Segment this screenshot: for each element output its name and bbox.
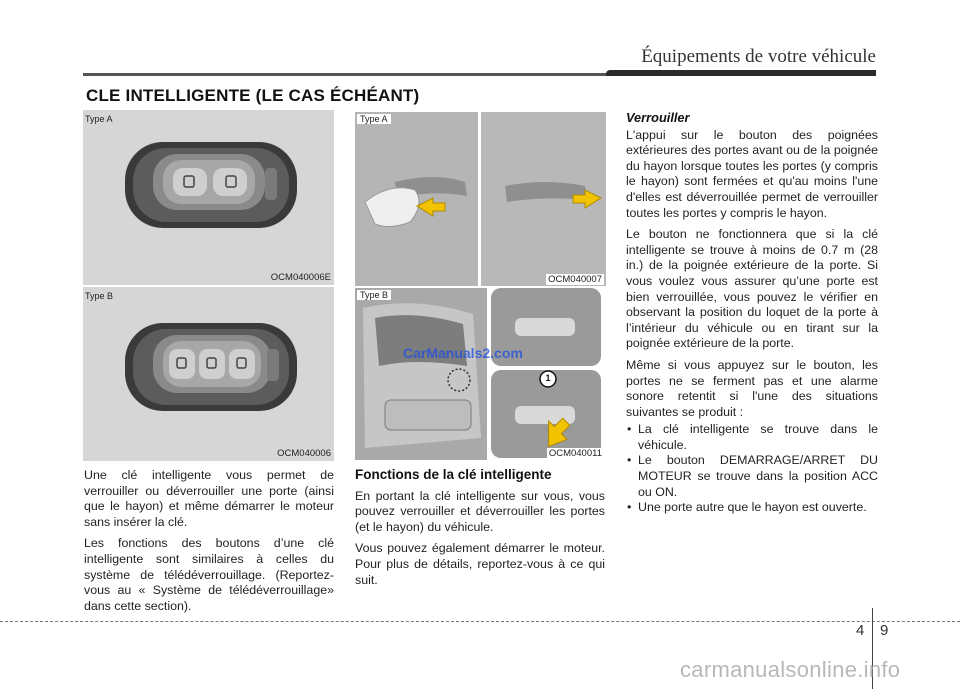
figure-type-label: Type B (85, 291, 114, 301)
figure-tailgate-type-b (355, 288, 606, 460)
subsection-heading: Verrouiller (626, 110, 690, 125)
tailgate-illustration (355, 288, 606, 460)
overlay-watermark: CarManuals2.com (403, 345, 523, 361)
list-item: • La clé intelligente se trouve dans le véhicule. (626, 422, 878, 453)
paragraph: Même si vous appuyez sur le bouton, les portes ne se ferment pas et une alarme sonore retentit si l'une des situations suivantes se produit : (626, 357, 878, 419)
list-item: • Le bouton DEMARRAGE/ARRET DU MOTEUR se trouve dans la position ACC ou ON. (626, 453, 878, 500)
figure-code: OCM040007 (548, 274, 602, 285)
door-handle-illustration (355, 112, 606, 286)
list-item: • Une porte autre que le hayon est ouverte. (626, 500, 878, 516)
column-1-text (84, 468, 334, 620)
smart-key-illustration-a (83, 110, 334, 285)
figure-key-type-b (83, 287, 334, 461)
chapter-header-title: Équipements de votre véhicule (641, 46, 876, 67)
smart-key-illustration-b (83, 287, 334, 461)
footer-rule (0, 621, 960, 622)
figure-type-label: Type B (357, 290, 391, 300)
footer-watermark: carmanualsonline.info (680, 657, 901, 682)
condition-list (626, 422, 878, 516)
section-title: CLE INTELLIGENTE (LE CAS ÉCHÉANT) (86, 86, 420, 105)
callout-number: 1 (545, 373, 551, 383)
paragraph: L'appui sur le bouton des poignées extérieures des portes avant ou de la poignée du hayon lorsque toutes les portes (y compris le hayon) sont fermées et qu'au moins l'une d'elles est déverrouillée permet de verrouiller toutes les portes y compris le hayon. (626, 127, 878, 220)
header-tab (606, 70, 876, 76)
figure-type-label: Type A (85, 114, 113, 124)
paragraph: En portant la clé intelligente sur vous, vous pouvez verrouiller et déverrouiller les portes (et le hayon) du véhicule. (355, 488, 605, 534)
page-number: 9 (880, 622, 889, 639)
chapter-number: 4 (856, 622, 865, 639)
paragraph: Le bouton ne fonctionnera que si la clé intelligente se trouve à moins de 0.7 m (28 in.) de la poignée extérieure de la porte. Si vous voulez vous assurer qu’une porte est bien verrouillée, vous pouvez le vérifier en observant la position du loquet de la porte à l’intérieur du véhicule ou en tirant sur la poignée extérieure de la porte. (626, 227, 878, 351)
figure-code: OCM040006 (277, 448, 331, 459)
figure-type-label: Type A (357, 114, 391, 124)
column-3-text (626, 110, 878, 516)
subsection-heading: Fonctions de la clé intelligente (355, 467, 552, 482)
paragraph: Une clé intelligente vous permet de verrouiller ou déverrouiller une porte (ainsi que le hayon) et même démarrer le moteur sans insérer la clé. (84, 468, 334, 529)
figure-key-type-a (83, 110, 334, 285)
figure-code: OCM040011 (548, 448, 602, 459)
figure-door-handle-type-a (355, 112, 606, 286)
figure-code: OCM040006E (270, 272, 331, 283)
column-2-text (355, 467, 605, 594)
paragraph: Les fonctions des boutons d’une clé intelligente sont similaires à celles du système de télédéverrouillage. (Reportez-vous au « Système de télédéverrouillage» dans cette section). (84, 536, 334, 613)
paragraph: Vous pouvez également démarrer le moteur. Pour plus de détails, reportez-vous à ce qui suit. (355, 541, 605, 587)
